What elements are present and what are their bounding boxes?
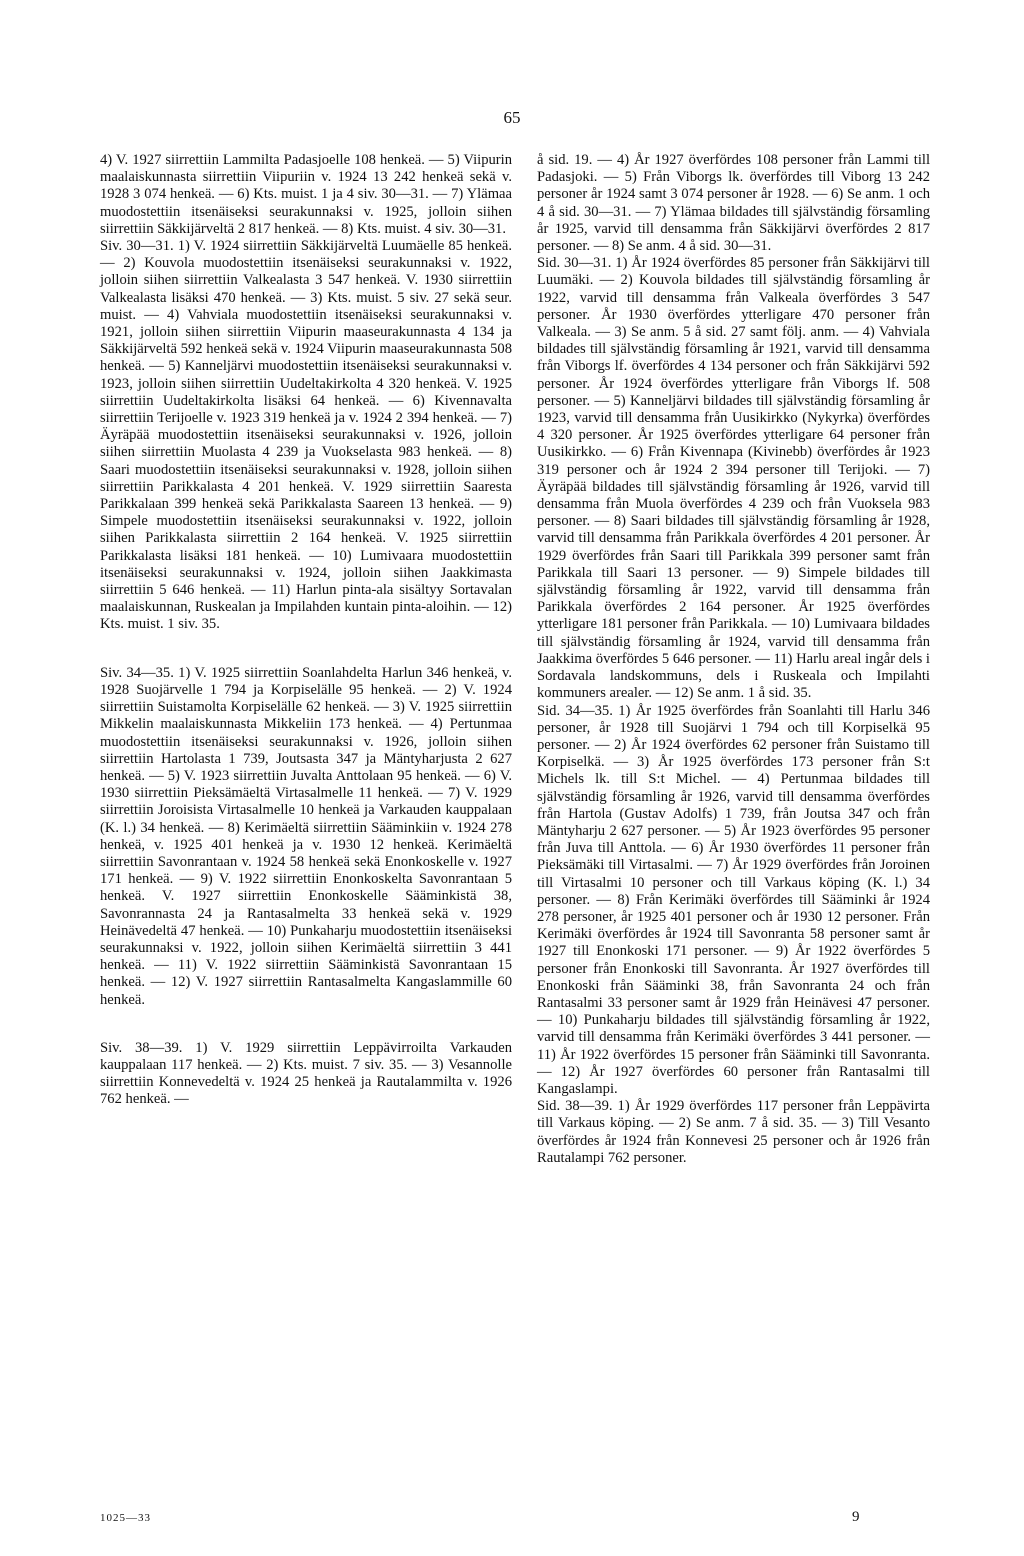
swedish-notes-column <box>537 152 930 1167</box>
note-paragraph: Siv. 34—35. 1) V. 1925 siirrettiin Soanlahdelta Harlun 346 henkeä, v. 1928 Suojärvelle 1 794 ja Korpiselälle 95 henkeä. — 2) V. 1924 siirrettiin Suistamolta Korpiselälle 62 henkeä. — 3) V. 1925 siirrettiin Mikkelin maalaiskunnasta Mikkeliin 173 henkeä. — 4) Pertunmaa muodostettiin itsenäiseksi seurakunnaksi v. 1926, jolloin siihen siirrettiin Hartolasta 1 739, Joutsasta 347 ja Mäntyharjusta 2 627 henkeä. — 5) V. 1923 siirrettiin Juvalta Anttolaan 95 henkeä. — 6) V. 1930 siirrettiin Pieksämäeltä Virtasalmelle 11 henkeä. — 7) V. 1929 siirrettiin Joroisista Virtasalmelle 10 henkeä ja Varkauden kauppalaan (K. l.) 34 henkeä. — 8) Kerimäeltä siirrettiin Sääminkiin v. 1924 278 henkeä, v. 1925 401 henkeä ja v. 1930 12 henkeä. Kerimäeltä siirrettiin Savonrantaan v. 1924 58 henkeä sekä Enonkoskelle v. 1927 171 henkeä. — 9) V. 1922 siirrettiin Enonkoskelta Savonrantaan 5 henkeä. V. 1927 siirrettiin Enonkoskelle Sääminkistä 38, Savonrannasta 24 ja Rantasalmelta 33 henkeä sekä v. 1929 Heinävedeltä 47 henkeä. — 10) Punkaharju muodostettiin itsenäiseksi seurakunnaksi v. 1922, jolloin siihen Kerimäeltä siirrettiin 3 441 henkeä. — 11) V. 1922 siirrettiin Sääminkistä Savonrantaan 15 henkeä. — 12) V. 1927 siirrettiin Rantasalmelta Kangaslammille 60 henkeä. <box>100 664 512 1008</box>
note-paragraph: Siv. 30—31. 1) V. 1924 siirrettiin Säkkijärveltä Luumäelle 85 henkeä. — 2) Kouvola muodostettiin itsenäiseksi seurakunnaksi v. 1922, jolloin siihen siirrettiin Valkealasta 3 547 henkeä. V. 1930 siirrettiin Valkealasta lisäksi 470 henkeä. — 3) Kts. muist. 5 siv. 27 sekä seur. muist. — 4) Vahviala muodostettiin itsenäiseksi seurakunnaksi v. 1921, jolloin siihen siirrettiin Viipurin maaseurakunnasta 4 134 ja Säkkijärveltä 592 henkeä sekä v. 1924 Viipurin maaseurakunnasta 508 henkeä. — 5) Kanneljärvi muodostettiin itsenäiseksi seurakunnaksi v. 1923, jolloin siihen siirrettiin Uudeltakirkolta 4 320 henkeä. V. 1925 siirrettiin Uudeltakirkolta lisäksi 64 henkeä. — 6) Kivennavalta siirrettiin Terijoelle v. 1923 319 henkeä ja v. 1924 2 394 henkeä. — 7) Äyräpää muodostettiin itsenäiseksi seurakunnaksi v. 1926, jolloin siihen siirrettiin Muolasta 4 239 ja Vuokselasta 983 henkeä. — 8) Saari muodostettiin itsenäiseksi seurakunnaksi v. 1928, jolloin siihen siirrettiin Parikkalasta 4 201 henkeä. V. 1929 siirrettiin Saaresta Parikkalaan 399 henkeä sekä Parikkalasta Saareen 13 henkeä. — 9) Simpele muodostettiin itsenäiseksi seurakunnaksi v. 1922, jolloin siihen Parikkalasta siirrettiin 2 164 henkeä. V. 1925 siirrettiin Parikkalasta lisäksi 181 henkeä. — 10) Lumivaara muodostettiin itsenäiseksi seurakunnaksi v. 1924, jolloin siihen Jaakkimasta siirrettiin 5 646 henkeä. — 11) Harlun pinta-ala sisältyy Sortavalan maalaiskunnan, Ruskealan ja Impilahden kuntain pinta-aloihin. — 12) Kts. muist. 1 siv. 35. <box>100 238 512 633</box>
note-paragraph: Siv. 38—39. 1) V. 1929 siirrettiin Leppävirroilta Varkauden kauppalaan 117 henkeä. — 2) Kts. muist. 7 siv. 35. — 3) Vesannolle siirrettiin Konnevedeltä v. 1924 25 henkeä ja Rautalammilta v. 1926 762 henkeä. — <box>100 1039 512 1108</box>
note-paragraph: Sid. 34—35. 1) År 1925 överfördes från Soanlahti till Harlu 346 personer, år 1928 till Suojärvi 1 794 och till Korpiselkä 95 personer. — 2) År 1924 överfördes 62 personer från Suistamo till Korpiselkä. — 3) År 1925 överfördes 173 personer från S:t Michels lk. till S:t Michel. — 4) Pertunmaa bildades till självständig församling år 1926, varvid till densamma överfördes från Hartola (Gustav Adolfs) 1 739, från Joutsa 347 och från Mäntyharju 2 627 personer. — 5) År 1923 överfördes 95 personer från Juva till Anttola. — 6) År 1930 överfördes 11 personer från Pieksämäki till Virtasalmi. — 7) År 1929 överfördes från Joroinen till Virtasalmi 10 personer och till Varkaus köping (K. l.) 34 personer. — 8) Från Kerimäki överfördes till Sääminki år 1924 278 personer, år 1925 401 personer och år 1930 12 personer. Från Kerimäki överfördes år 1924 till Savonranta 58 personer samt år 1927 till Enonkoski 171 personer. — 9) År 1922 överfördes 5 personer från Enonkoski till Savonranta. År 1927 överfördes till Enonkoski från Sääminki 38, från Savonranta 24 och från Rantasalmi 33 personer samt år 1929 från Heinävesi 47 personer. — 10) Punkaharju bildades till självständig församling år 1922, varvid till densamma från Kerimäki överfördes 3 441 personer. — 11) År 1922 överfördes 15 personer från Sääminki till Savonranta. — 12) År 1927 överfördes 60 personer från Rantasalmi till Kangaslampi. <box>537 702 930 1097</box>
note-paragraph: Sid. 38—39. 1) År 1929 överfördes 117 personer från Leppävirta till Varkaus köping. — 2) Se anm. 7 å sid. 35. — 3) Till Vesanto överfördes år 1924 från Konnevesi 25 personer och år 1926 från Rautalampi 762 personer. <box>537 1098 930 1166</box>
page-number: 65 <box>503 108 521 127</box>
note-paragraph: Sid. 30—31. 1) År 1924 överfördes 85 personer från Säkkijärvi till Luumäki. — 2) Kouvola bildades till självständig församling år 1922, varvid till densamma från Valkeala överfördes 3 547 personer. År 1930 överfördes ytterligare 470 personer från Valkeala. — 3) Se anm. 5 å sid. 27 samt följ. anm. — 4) Vahviala bildades till självständig församling år 1921, varvid till densamma från Viborgs lf. överfördes 4 134 personer och från Säkkijärvi 592 personer. År 1924 överfördes ytterligare från Viborgs lf. 508 personer. — 5) Kanneljärvi bildades till självständig församling år 1923, varvid till densamma från Uusikirkko (Nykyrka) överfördes 4 320 personer. År 1925 överfördes ytterligare 64 personer från Uusikirkko. — 6) Från Kivennapa (Kivinebb) överfördes år 1923 319 personer och år 1924 2 394 personer till Terijoki. — 7) Äyräpää bildades till självständig församling år 1926, varvid till densamma från Muola överfördes 4 239 och från Vuoksela 983 personer. — 8) Saari bildades till självständig församling år 1928, varvid till densamma från Parikkala överfördes 4 201 personer. År 1929 överfördes från Saari till Parikkala 399 personer samt från Parikkala till Saari 13 personer. — 9) Simpele bildades till självständig församling år 1922, varvid till densamma från Parikkala överfördes 2 164 personer. År 1925 överfördes ytterligare 181 personer från Parikkala. — 10) Lumivaara bildades till självständig församling år 1924, varvid till densamma från Jaakkima överfördes 5 646 personer. — 11) Harlu areal ingår dels i Sordavala landskommuns, dels i Ruskeala och Impilahti kommuners arealer. — 12) Se anm. 1 å sid. 35. <box>537 255 930 702</box>
note-paragraph: å sid. 19. — 4) År 1927 överfördes 108 personer från Lammi till Padasjoki. — 5) Från Viborgs lk. överfördes till Viborg 13 242 personer år 1924 samt 3 074 personer år 1928. — 6) Se anm. 1 och 4 å sid. 30—31. — 7) Ylämaa bildades till självständig församling år 1925, varvid till densamma från Säkkijärvi överfördes 2 817 personer. — 8) Se anm. 4 å sid. 30—31. <box>537 152 930 255</box>
printer-mark: 1025—33 <box>100 1512 151 1524</box>
note-paragraph: 4) V. 1927 siirrettiin Lammilta Padasjoelle 108 henkeä. — 5) Viipurin maalaiskunnasta siirrettiin Viipuriin v. 1924 13 242 henkeä sekä v. 1928 3 074 henkeä. — 6) Kts. muist. 1 ja 4 siv. 30—31. — 7) Ylämaa muodostettiin itsenäiseksi seurakunnaksi v. 1925, jolloin siihen siirrettiin Säkkijärveltä 2 817 henkeä. — 8) Kts. muist. 4 siv. 30—31. <box>100 152 512 237</box>
finnish-notes-column <box>100 152 512 1109</box>
signature-mark: 9 <box>852 1509 860 1525</box>
